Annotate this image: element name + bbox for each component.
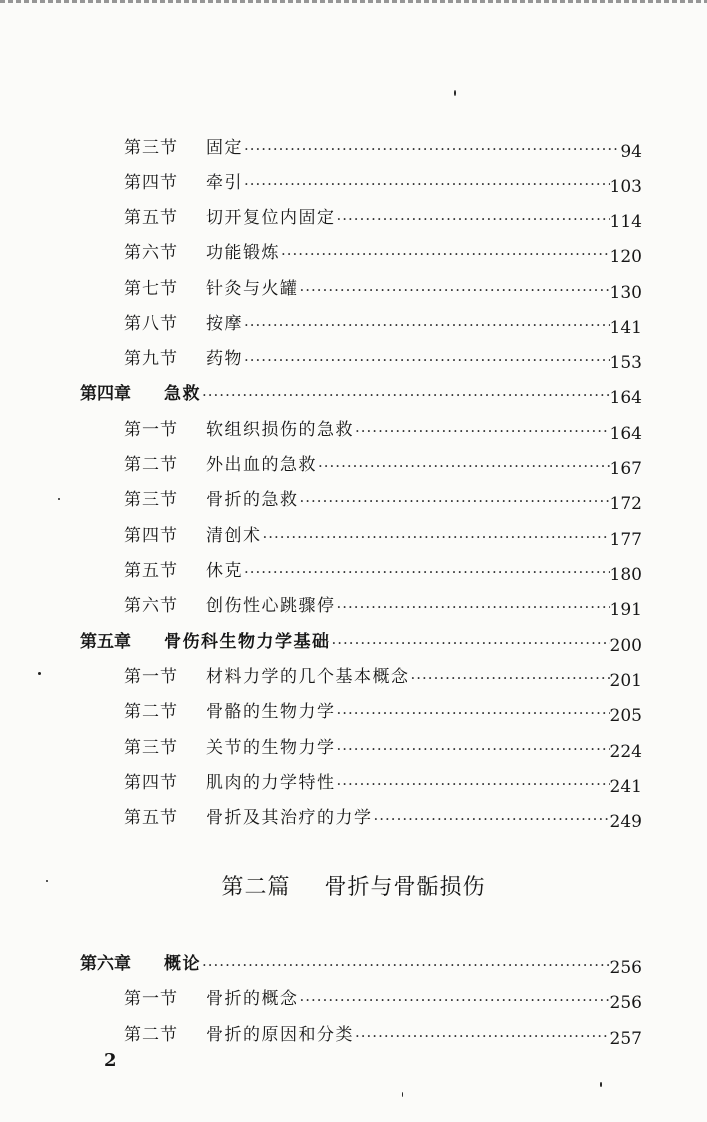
section-number: 第五节 <box>124 808 178 828</box>
section-title: 骨骼的生物力学 <box>206 702 336 722</box>
part-heading <box>0 870 707 901</box>
page-number: 200 <box>609 636 642 656</box>
page-number: 256 <box>609 993 642 1013</box>
dot-leader <box>373 810 610 828</box>
toc-chapter-row[interactable] <box>80 940 642 978</box>
section-number: 第二节 <box>124 1025 178 1045</box>
section-number: 第三节 <box>124 490 178 510</box>
toc-row[interactable] <box>124 441 642 479</box>
section-title: 清创术 <box>206 526 262 546</box>
page-number: 201 <box>609 671 642 691</box>
toc-row[interactable] <box>124 975 642 1013</box>
chapter-number: 第五章 <box>80 632 131 652</box>
section-number: 第二节 <box>124 702 178 722</box>
section-number: 第九节 <box>124 349 178 369</box>
toc-row[interactable] <box>124 335 642 373</box>
section-title: 关节的生物力学 <box>206 738 336 758</box>
section-title: 切开复位内固定 <box>206 208 336 228</box>
page-number: 191 <box>609 600 642 620</box>
dot-leader <box>354 1027 610 1045</box>
chapter-title: 概论 <box>164 954 201 974</box>
dot-leader <box>336 704 610 722</box>
dot-leader <box>331 634 610 652</box>
section-title: 创伤性心跳骤停 <box>206 596 336 616</box>
page-number: 120 <box>609 247 642 267</box>
section-title: 骨折的原因和分类 <box>206 1025 354 1045</box>
dot-leader <box>243 563 610 581</box>
toc-row[interactable] <box>124 265 642 303</box>
section-number: 第二节 <box>124 455 178 475</box>
page-number: 153 <box>609 353 642 373</box>
section-number: 第四节 <box>124 526 178 546</box>
toc-row[interactable] <box>124 124 642 162</box>
page-number: 257 <box>609 1029 642 1049</box>
chapter-title: 骨伤科生物力学基础 <box>164 632 331 652</box>
dot-leader <box>410 669 610 687</box>
toc-chapter-row[interactable] <box>80 618 642 656</box>
page-number: 224 <box>609 742 642 762</box>
dot-leader <box>336 740 610 758</box>
section-title: 软组织损伤的急救 <box>206 420 354 440</box>
dot-leader <box>336 210 610 228</box>
dot-leader <box>336 775 610 793</box>
page-number: 256 <box>609 958 642 978</box>
dot-leader <box>336 598 610 616</box>
dot-leader <box>280 245 610 263</box>
section-number: 第五节 <box>124 561 178 581</box>
dot-leader <box>201 956 610 974</box>
section-title: 骨折的概念 <box>206 989 299 1009</box>
chapter-title: 急救 <box>164 384 201 404</box>
toc-row[interactable] <box>124 229 642 267</box>
page-number: 249 <box>609 812 642 832</box>
page-number: 114 <box>609 212 642 232</box>
section-number: 第三节 <box>124 738 178 758</box>
toc-row[interactable] <box>124 159 642 197</box>
page-number: 180 <box>609 565 642 585</box>
dot-leader <box>201 386 610 404</box>
dot-leader <box>262 528 610 546</box>
section-title: 骨折的急救 <box>206 490 299 510</box>
section-number: 第七节 <box>124 279 178 299</box>
page-number: 205 <box>609 706 642 726</box>
section-number: 第八节 <box>124 314 178 334</box>
chapter-number: 第四章 <box>80 384 131 404</box>
section-title: 外出血的急救 <box>206 455 317 475</box>
print-speck <box>454 90 456 96</box>
toc-row[interactable] <box>124 688 642 726</box>
section-number: 第一节 <box>124 989 178 1009</box>
print-speck <box>402 1092 403 1097</box>
toc-row[interactable] <box>124 1011 642 1049</box>
dot-leader <box>243 351 610 369</box>
section-title: 按摩 <box>206 314 243 334</box>
section-title: 牵引 <box>206 173 243 193</box>
dot-leader <box>317 457 610 475</box>
footer-page-number: 2 <box>104 1050 117 1071</box>
page-number: 241 <box>609 777 642 797</box>
toc-row[interactable] <box>124 406 642 444</box>
section-title: 固定 <box>206 138 243 158</box>
section-title: 休克 <box>206 561 243 581</box>
page-number: 167 <box>609 459 642 479</box>
toc-row[interactable] <box>124 653 642 691</box>
section-title: 功能锻炼 <box>206 243 280 263</box>
section-number: 第六节 <box>124 596 178 616</box>
section-number: 第三节 <box>124 138 178 158</box>
page-number: 172 <box>609 494 642 514</box>
page-number: 94 <box>620 142 642 162</box>
toc-row[interactable] <box>124 547 642 585</box>
dot-leader <box>299 281 610 299</box>
toc-chapter-row[interactable] <box>80 370 642 408</box>
section-number: 第六节 <box>124 243 178 263</box>
toc-row[interactable] <box>124 194 642 232</box>
page-number: 164 <box>609 424 642 444</box>
part-title: 骨折与骨骺损伤 <box>324 875 486 900</box>
toc-row[interactable] <box>124 759 642 797</box>
dot-leader <box>354 422 610 440</box>
dot-leader <box>299 991 610 1009</box>
toc-row[interactable] <box>124 794 642 832</box>
page-number: 103 <box>609 177 642 197</box>
toc-row[interactable] <box>124 724 642 762</box>
section-number: 第四节 <box>124 773 178 793</box>
section-number: 第五节 <box>124 208 178 228</box>
dot-leader <box>243 316 610 334</box>
page-number: 130 <box>609 283 642 303</box>
section-title: 肌肉的力学特性 <box>206 773 336 793</box>
page-number: 177 <box>609 530 642 550</box>
part-number: 第二篇 <box>221 875 291 900</box>
top-border-rule <box>0 0 707 3</box>
dot-leader <box>243 140 620 158</box>
section-number: 第一节 <box>124 420 178 440</box>
page-number: 141 <box>609 318 642 338</box>
dot-leader <box>299 492 610 510</box>
toc-row[interactable] <box>124 512 642 550</box>
print-speck <box>58 498 60 500</box>
section-title: 骨折及其治疗的力学 <box>206 808 373 828</box>
toc-row[interactable] <box>124 476 642 514</box>
toc-row[interactable] <box>124 300 642 338</box>
section-title: 药物 <box>206 349 243 369</box>
section-number: 第四节 <box>124 173 178 193</box>
section-title: 材料力学的几个基本概念 <box>206 667 410 687</box>
chapter-number: 第六章 <box>80 954 131 974</box>
section-number: 第一节 <box>124 667 178 687</box>
print-speck <box>600 1082 602 1087</box>
dot-leader <box>243 175 610 193</box>
print-speck <box>38 672 41 675</box>
page-number: 164 <box>609 388 642 408</box>
section-title: 针灸与火罐 <box>206 279 299 299</box>
toc-row[interactable] <box>124 582 642 620</box>
